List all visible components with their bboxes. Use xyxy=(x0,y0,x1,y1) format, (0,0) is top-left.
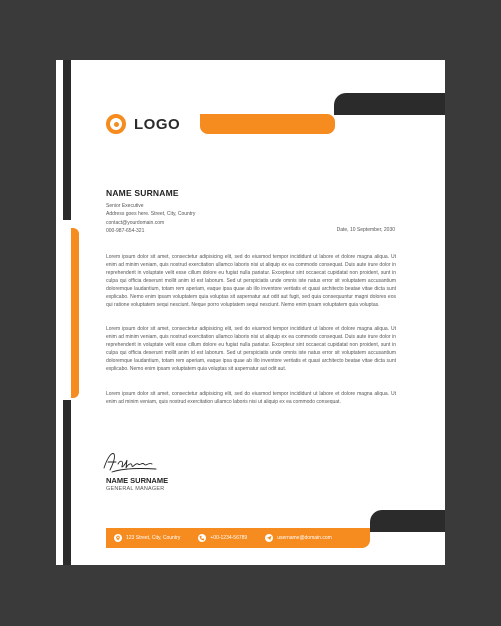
footer-address xyxy=(114,534,180,542)
phone-icon xyxy=(198,534,206,542)
sender-title: Senior Executive xyxy=(106,203,144,209)
footer-phone-text: +00-1234-56789 xyxy=(210,535,248,541)
sender-email: contact@yourdomain.com xyxy=(106,219,165,226)
body-paragraph-1: Lorem ipsum dolor sit amet, consectetur adipisicing elit, sed do eiusmod tempor incididunt ut labore et dolore magna aliqua. Ut enim ad minim veniam, quis nostrud exercitation ullamco laboris nisi ut aliquip ex ea commodo consequat. Duis aute irure dolor in reprehenderit in voluptate velit esse cillum dolore eu fugiat nulla pariatur. Excepteur sint occaecat cupidatat non proident, sunt in culpa qui officia deserunt mollit anim id est laborum. Sed ut perspiciatis unde omnis iste natus error sit voluptatem accusantium doloremque laudantium, totam rem aperiam, eaque ipsa quae ab illo inventore veritatis et quasi architecto beatae vitae dicta sunt explicabo. Nemo enim ipsam voluptatem quia voluptas sit aspernatur aut odit aut fugit, sed quia consequuntur magni dolores eos qui ratione voluptatem sequi nesciunt. Neque porro voluptatem sequi nesciunt. Nemo enim ipsam voluptatem quia voluptas. xyxy=(106,254,396,308)
location-pin-icon xyxy=(114,534,122,542)
signatory-title: GENERAL MANAGER xyxy=(106,486,165,492)
footer-black-band xyxy=(370,510,445,532)
footer-contact-bar xyxy=(106,528,370,548)
footer-phone xyxy=(198,534,247,542)
logo-text: LOGO xyxy=(134,115,181,133)
letterhead-page xyxy=(56,60,445,565)
sender-phone: 000-987-654-321 xyxy=(106,227,145,234)
footer-address-text: 123 Street, City, Country xyxy=(126,535,181,541)
body-paragraph-2: Lorem ipsum dolor sit amet, consectetur adipisicing elit, sed do eiusmod tempor incididunt ut labore et dolore magna aliqua. Ut enim ad minim veniam, quis nostrud exercitation ullamco laboris nisi ut aliquip ex ea commodo consequat. Duis aute irure dolor in reprehenderit in voluptate velit esse cillum dolore eu fugiat nulla pariatur. Excepteur sint occaecat cupidatat non proident, sunt in culpa qui officia deserunt mollit anim id est laborum. Sed ut perspiciatis unde omnis iste natus error sit voluptatem accusantium doloremque laudantium, totam rem aperiam, eaque ipsa quae ab illo inventore veritatis et quasi architecto beatae vitae dicta sunt explicabo. Nemo enim ipsam voluptatem quia voluptas sit aspernatur aut odit aut. xyxy=(106,326,396,372)
letter-date: Date, 10 September, 2030 xyxy=(336,227,395,233)
sender-details xyxy=(106,202,195,235)
footer-email-text: username@domain.com xyxy=(277,535,332,541)
sender-address: Address goes here. Street, City, Country xyxy=(106,211,196,218)
target-circle-icon xyxy=(106,114,126,134)
header-orange-band xyxy=(200,114,335,134)
left-black-bar-top xyxy=(63,60,71,220)
logo xyxy=(106,114,180,134)
handwritten-signature xyxy=(100,450,160,474)
body-paragraph-3: Lorem ipsum dolor sit amet, consectetur adipisicing elit, sed do eiusmod tempor incididunt ut labore et dolore magna aliqua. Ut enim ad minim veniam, quis nostrud exercitation ullamco laboris nisi ut aliquip ex ea commodo consequat. xyxy=(106,391,396,405)
paper-plane-icon xyxy=(265,534,273,542)
signatory-name: NAME SURNAME xyxy=(106,476,169,485)
left-black-bar-bottom xyxy=(63,400,71,565)
sender-name: NAME SURNAME xyxy=(106,188,179,198)
left-orange-bar xyxy=(71,228,79,398)
header-black-band xyxy=(334,93,445,115)
footer-email xyxy=(265,534,332,542)
